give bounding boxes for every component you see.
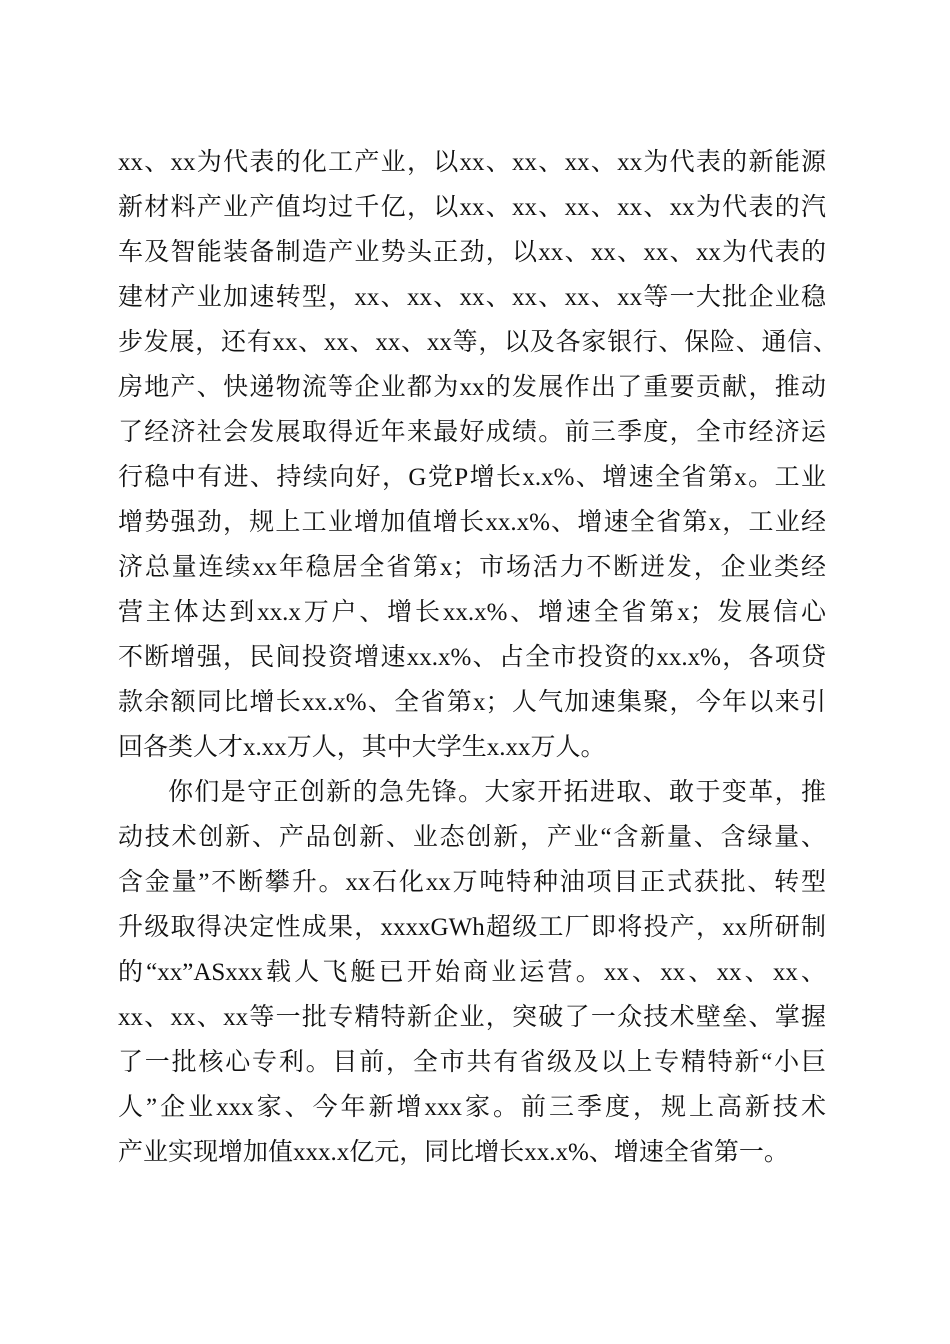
paragraph-1-line: 不断增强，民间投资增速xx.x%、占全市投资的xx.x%，各项贷 [118, 644, 826, 671]
paragraph-2-line: 人”企业xxx家、今年新增xxx家。前三季度，规上高新技术 [118, 1094, 826, 1121]
paragraph-1-line: 车及智能装备制造产业势头正劲，以xx、xx、xx、xx为代表的 [118, 239, 826, 266]
paragraph-2-line: xx、xx、xx等一批专精特新企业，突破了一众技术壁垒、掌握 [118, 1004, 826, 1031]
paragraph-1-line: xx、xx为代表的化工产业，以xx、xx、xx、xx为代表的新能源 [118, 149, 826, 176]
paragraph-1-line: 房地产、快递物流等企业都为xx的发展作出了重要贡献，推动 [118, 374, 826, 401]
paragraph-1-line: 了经济社会发展取得近年来最好成绩。前三季度，全市经济运 [118, 419, 826, 446]
paragraph-1-line: 济总量连续xx年稳居全省第x；市场活力不断迸发，企业类经 [118, 554, 826, 581]
paragraph-2-line: 含金量”不断攀升。xx石化xx万吨特种油项目正式获批、转型 [118, 869, 826, 896]
paragraph-1-line: 增势强劲，规上工业增加值增长xx.x%、增速全省第x，工业经 [118, 509, 826, 536]
paragraph-2-line: 升级取得决定性成果，xxxxGWh超级工厂即将投产，xx所研制 [118, 914, 826, 941]
paragraph-1-line: 建材产业加速转型，xx、xx、xx、xx、xx、xx等一大批企业稳 [118, 284, 826, 311]
paragraph-2-line: 产业实现增加值xxx.x亿元，同比增长xx.x%、增速全省第一。 [118, 1139, 789, 1166]
paragraph-2-line: 动技术创新、产品创新、业态创新，产业“含新量、含绿量、 [118, 824, 826, 851]
paragraph-1-line: 款余额同比增长xx.x%、全省第x；人气加速集聚，今年以来引 [118, 689, 826, 716]
paragraph-1-line: 新材料产业产值均过千亿，以xx、xx、xx、xx、xx为代表的汽 [118, 194, 826, 221]
paragraph-2-line: 你们是守正创新的急先锋。大家开拓进取、敢于变革，推 [168, 779, 826, 806]
paragraph-2-line: 的“xx”ASxxx载人飞艇已开始商业运营。xx、xx、xx、xx、 [118, 959, 826, 986]
paragraph-1-line: 行稳中有进、持续向好，G党P增长x.x%、增速全省第x。工业 [118, 464, 826, 491]
paragraph-1-line: 营主体达到xx.x万户、增长xx.x%、增速全省第x；发展信心 [118, 599, 826, 626]
paragraph-1-line: 回各类人才x.xx万人，其中大学生x.xx万人。 [118, 734, 606, 761]
paragraph-2-line: 了一批核心专利。目前，全市共有省级及以上专精特新“小巨 [118, 1049, 826, 1076]
paragraph-1-line: 步发展，还有xx、xx、xx、xx等，以及各家银行、保险、通信、 [118, 329, 838, 356]
